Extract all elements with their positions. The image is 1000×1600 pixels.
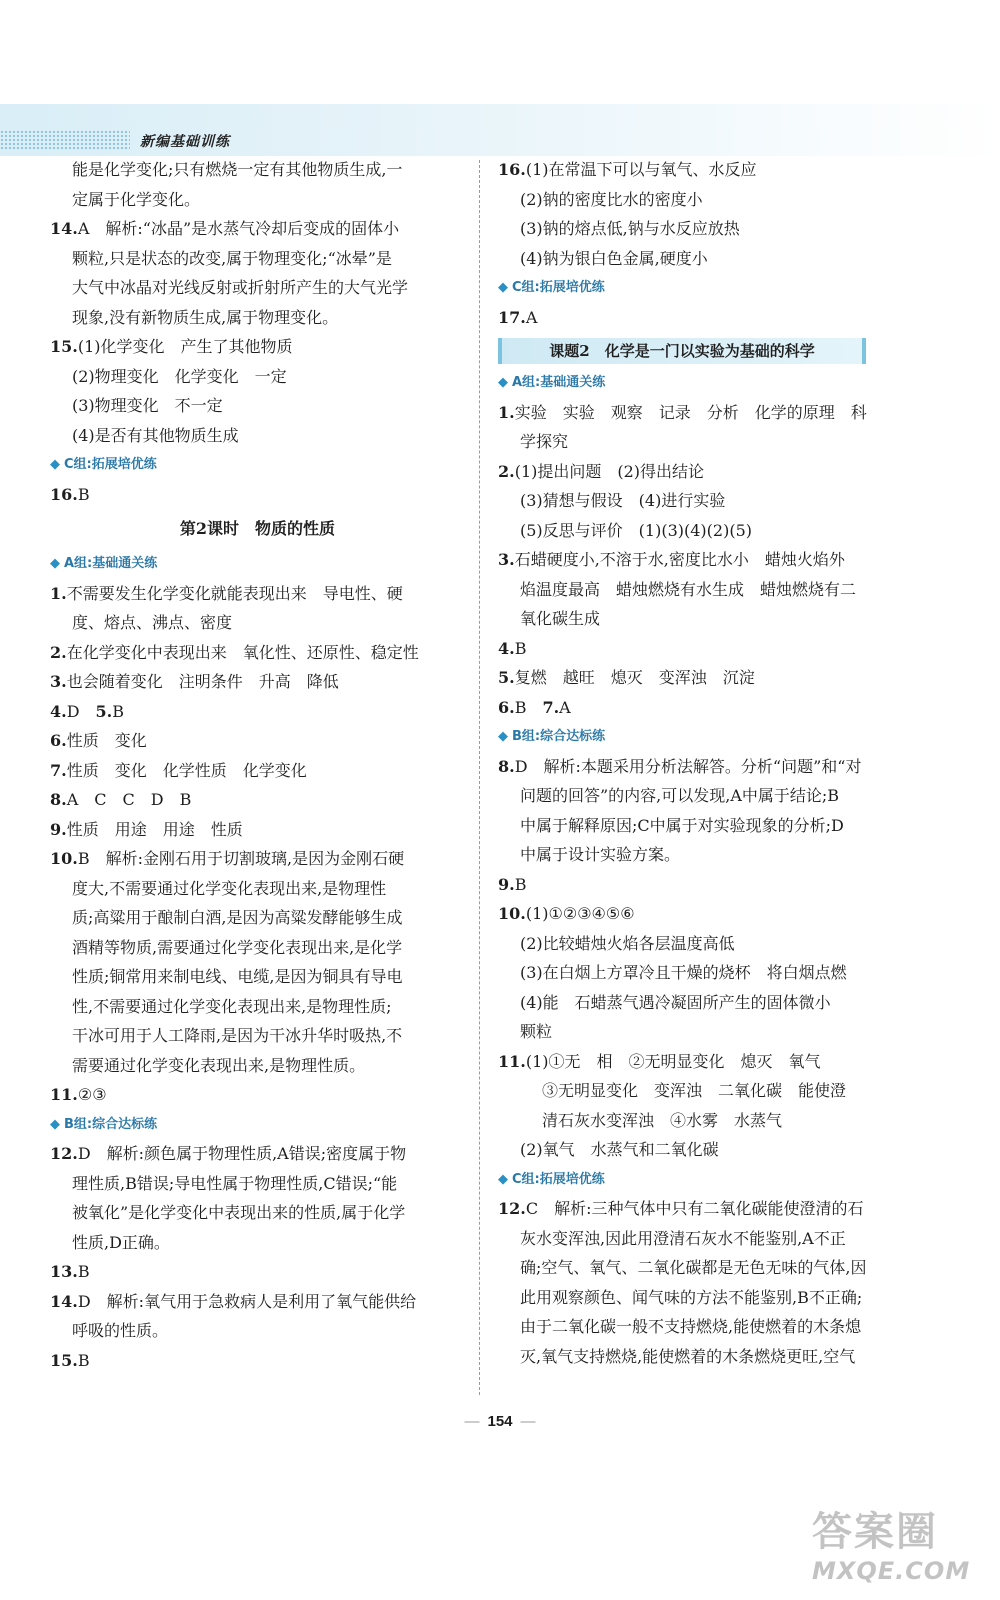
text-line: 度大,不需要通过化学变化表现出来,是物理性 (72, 878, 387, 898)
question-number: 11. (50, 1085, 78, 1104)
answer-text: B (514, 638, 527, 658)
text-line: 清石灰水变浑浊 ④水雾 水蒸气 (542, 1110, 783, 1130)
answer-5 (498, 663, 898, 693)
diamond-icon: ◆ (498, 280, 508, 295)
text-line: 质;高粱用于酿制白酒,是因为高粱发酵能够生成 (72, 908, 403, 927)
text-line: 焰温度最高 蜡烛燃烧有水生成 蜡烛燃烧有二 (520, 579, 857, 599)
text-line: 灰水变浑浊,因此用澄清石灰水不能鉴别,A不正 (520, 1228, 846, 1248)
text-line: 能是化学变化;只有燃烧一定有其他物质生成,一 (72, 160, 403, 179)
answer-11 (50, 1080, 465, 1110)
answer-text: D 解析:氧气用于急救病人是利用了氧气能供给 (77, 1291, 417, 1311)
question-number: 15. (50, 337, 78, 356)
text-line: 呼吸的性质。 (72, 1321, 169, 1340)
group-heading-label: C组:拓展培优练 (512, 280, 605, 295)
answer-3 (50, 667, 465, 697)
answer-4 (498, 634, 898, 664)
answer-6 (50, 726, 465, 756)
answer-13 (50, 1257, 465, 1287)
text-line: 由于二氧化碳一般不支持燃烧,能使燃着的木条熄 (520, 1317, 862, 1336)
answer-1 (50, 579, 465, 609)
group-heading-label: A组:基础通关练 (64, 556, 158, 571)
group-heading (498, 1165, 898, 1195)
question-number: 8. (498, 756, 515, 776)
text-line: 学探究 (520, 432, 569, 451)
answer-text: B 解析:金刚石用于切割玻璃,是因为金刚石硬 (77, 849, 405, 868)
answer-text: 性质 用途 用途 性质 (66, 819, 243, 839)
diamond-icon: ◆ (50, 556, 60, 571)
text-line: 颗粒,只是状态的改变,属于物理变化;“冰晕”是 (72, 248, 392, 268)
group-heading (498, 273, 898, 303)
answer-text: 也会随着变化 注明条件 升高 降低 (66, 672, 339, 691)
answer-text: B (77, 1350, 90, 1370)
text-line: 中属于解释原因;C中属于对实验现象的分析;D (520, 815, 844, 835)
diamond-icon: ◆ (498, 729, 508, 744)
text-line: (4)钠为银白色金属,硬度小 (520, 248, 708, 268)
answer-text: D 解析:颜色属于物理性质,A错误;密度属于物 (77, 1144, 407, 1163)
answer-text: 性质 变化 化学性质 化学变化 (66, 760, 307, 780)
answer-12 (498, 1194, 898, 1224)
text-line: 干冰可用于人工降雨,是因为干冰升华时吸热,不 (72, 1026, 403, 1045)
group-heading (498, 368, 898, 398)
answer-10 (50, 844, 465, 874)
question-number: 1. (498, 402, 515, 422)
answer-text: 复燃 越旺 熄灭 变浑浊 沉淀 (514, 668, 755, 687)
answer-text: 不需要发生化学变化就能表现出来 导电性、硬 (66, 583, 403, 603)
question-number: 14. (50, 219, 78, 238)
answer-14 (50, 1287, 465, 1317)
question-number: 5. (498, 668, 515, 687)
right-column (498, 155, 898, 1371)
answer-text: (1)化学变化 产生了其他物质 (77, 337, 293, 356)
group-heading-label: C组:拓展培优练 (64, 457, 157, 472)
text-line: 性,不需要通过化学变化表现出来,是物理性质; (72, 996, 392, 1016)
group-heading-label: B组:综合达标练 (512, 729, 606, 744)
question-number: 9. (498, 874, 515, 894)
diamond-icon: ◆ (50, 457, 60, 472)
answer-16 (50, 480, 465, 510)
text-line: (2)物理变化 化学变化 一定 (72, 366, 287, 386)
lesson-banner: 课题2 化学是一门以实验为基础的科学 (498, 338, 866, 364)
question-number: 6. (498, 697, 515, 717)
page-number: — 154 — (464, 1413, 536, 1430)
question-number: 15. (50, 1350, 78, 1370)
answer-text: D 解析:本题采用分析法解答。分析“问题”和“对 (514, 756, 862, 776)
answer-text: 实验 实验 观察 记录 分析 化学的原理 科 (514, 402, 867, 422)
text-line: (3)物理变化 不一定 (72, 396, 223, 415)
answer-text: A C C D B (66, 790, 192, 809)
answer-2 (50, 638, 465, 668)
watermark-sub: MXQE.COM (812, 1557, 971, 1585)
question-number: 2. (50, 642, 67, 662)
text-line: 度、熔点、沸点、密度 (72, 613, 233, 632)
answer-text: B (514, 874, 527, 894)
question-number: 2. (498, 461, 515, 481)
question-number: 4. (498, 638, 515, 658)
answer-text: C 解析:三种气体中只有二氧化碳能使澄清的石 (525, 1199, 864, 1218)
answer-11 (498, 1047, 898, 1077)
diamond-icon: ◆ (498, 375, 508, 390)
text-line: 颗粒 (520, 1022, 553, 1041)
answer-7 (50, 756, 465, 786)
question-number: 16. (498, 160, 526, 179)
answer-text: (1)①②③④⑤⑥ (525, 904, 635, 923)
text-line: 大气中冰晶对光线反射或折射所产生的大气光学 (72, 278, 409, 297)
text-line: (2)氧气 水蒸气和二氧化碳 (520, 1140, 719, 1159)
diamond-icon: ◆ (50, 1116, 60, 1132)
answer-text: 石蜡硬度小,不溶于水,密度比水小 蜡烛火焰外 (514, 550, 845, 569)
answer-text: (1)在常温下可以与氧气、水反应 (525, 160, 757, 179)
text-line: (2)钠的密度比水的密度小 (520, 189, 703, 209)
text-line: 确;空气、氧气、二氧化碳都是无色无味的气体,因 (520, 1258, 867, 1277)
text-line: (3)猜想与假设 (4)进行实验 (520, 491, 726, 510)
group-heading (50, 549, 465, 579)
answer-text: (1)①无 相 ②无明显变化 熄灭 氧气 (525, 1051, 821, 1071)
answer-2 (498, 457, 898, 487)
text-line: (3)钠的熔点低,钠与水反应放热 (520, 219, 740, 238)
answer-text: 在化学变化中表现出来 氧化性、还原性、稳定性 (66, 642, 419, 662)
answer-text: B (77, 484, 90, 504)
question-number: 10. (50, 849, 78, 868)
answer-text: A (525, 307, 538, 327)
group-heading (498, 722, 898, 752)
text-line: 需要通过化学变化表现出来,是物理性质。 (72, 1055, 366, 1075)
text-line: 灭,氧气支持燃烧,能使燃着的木条燃烧更旺,空气 (520, 1346, 856, 1366)
question-number: 7. (542, 697, 560, 717)
text-line: 被氧化”是化学变化中表现出来的性质,属于化学 (72, 1203, 406, 1222)
answer-text: A (559, 697, 571, 717)
group-heading-label: A组:基础通关练 (512, 375, 606, 390)
answer-14 (50, 214, 465, 244)
group-heading (50, 1110, 465, 1140)
left-column (50, 155, 465, 1375)
text-line: 问题的回答”的内容,可以发现,A中属于结论;B (520, 786, 840, 805)
text-line: (4)能 石蜡蒸气遇冷凝固所产生的固体微小 (520, 992, 831, 1012)
answer-text: B (77, 1262, 90, 1281)
column-divider (479, 160, 480, 1395)
question-number: 16. (50, 484, 78, 504)
question-number: 1. (50, 583, 67, 603)
answer-8 (498, 752, 898, 782)
answer-text: B (514, 697, 543, 717)
answer-text: A 解析:“冰晶”是水蒸气冷却后变成的固体小 (77, 219, 400, 238)
answer-1 (498, 398, 898, 428)
text-line: ③无明显变化 变浑浊 二氧化碳 能使澄 (542, 1081, 847, 1100)
group-heading (50, 450, 465, 480)
question-number: 13. (50, 1262, 78, 1281)
answer-6-7 (498, 693, 898, 723)
text-line: 性质,D正确。 (72, 1232, 170, 1252)
answer-15 (50, 1346, 465, 1376)
question-number: 12. (50, 1144, 78, 1163)
section-title: 第2课时 物质的性质 (179, 519, 336, 538)
answer-10 (498, 899, 898, 929)
question-number: 8. (50, 790, 67, 809)
text-line: (5)反思与评价 (1)(3)(4)(2)(5) (520, 520, 752, 540)
answer-9 (498, 870, 898, 900)
text-line: 现象,没有新物质生成,属于物理变化。 (72, 307, 339, 327)
question-number: 17. (498, 307, 526, 327)
text-line: (3)在白烟上方罩冷且干燥的烧杯 将白烟点燃 (520, 963, 847, 982)
answer-text: D (66, 701, 96, 721)
group-heading-label: C组:拓展培优练 (512, 1171, 605, 1187)
question-number: 7. (50, 760, 67, 780)
watermark-main: 答案圈 (812, 1509, 938, 1555)
page-number-value: 154 (487, 1413, 513, 1430)
answer-3 (498, 545, 898, 575)
answer-16 (498, 155, 898, 185)
question-number: 11. (498, 1051, 526, 1071)
answer-9 (50, 815, 465, 845)
question-number: 3. (50, 672, 67, 691)
group-heading-label: B组:综合达标练 (64, 1116, 158, 1132)
text-line: 酒精等物质,需要通过化学变化表现出来,是化学 (72, 937, 403, 957)
text-line: (4)是否有其他物质生成 (72, 425, 239, 445)
text-line: 性质;铜常用来制电线、电缆,是因为铜具有导电 (72, 967, 403, 986)
text-line: 理性质,B错误;导电性属于物理性质,C错误;“能 (72, 1173, 398, 1193)
answer-4-5 (50, 697, 465, 727)
text-line: 氧化碳生成 (520, 609, 601, 628)
question-number: 10. (498, 904, 526, 923)
watermark-logo (812, 1500, 982, 1590)
answer-text: (1)提出问题 (2)得出结论 (514, 461, 705, 481)
answer-text: 性质 变化 (66, 731, 147, 750)
text-line: 此用观察颜色、闻气味的方法不能鉴别,B不正确; (520, 1287, 863, 1307)
answer-text: B (112, 701, 125, 721)
series-title: 新编基础训练 (140, 134, 230, 150)
question-number: 14. (50, 1291, 78, 1311)
question-number: 5. (95, 701, 113, 721)
answer-12 (50, 1139, 465, 1169)
question-number: 9. (50, 819, 67, 839)
question-number: 4. (50, 701, 67, 721)
text-line: (2)比较蜡烛火焰各层温度高低 (520, 933, 735, 953)
text-line: 中属于设计实验方案。 (520, 845, 681, 864)
answer-15 (50, 332, 465, 362)
question-number: 6. (50, 731, 67, 750)
text-line: 定属于化学变化。 (72, 189, 201, 209)
diamond-icon: ◆ (498, 1171, 508, 1187)
header-dot-pattern (0, 130, 130, 150)
question-number: 3. (498, 550, 515, 569)
answer-17 (498, 303, 898, 333)
answer-8 (50, 785, 465, 815)
question-number: 12. (498, 1199, 526, 1218)
answer-text: ②③ (77, 1085, 107, 1104)
